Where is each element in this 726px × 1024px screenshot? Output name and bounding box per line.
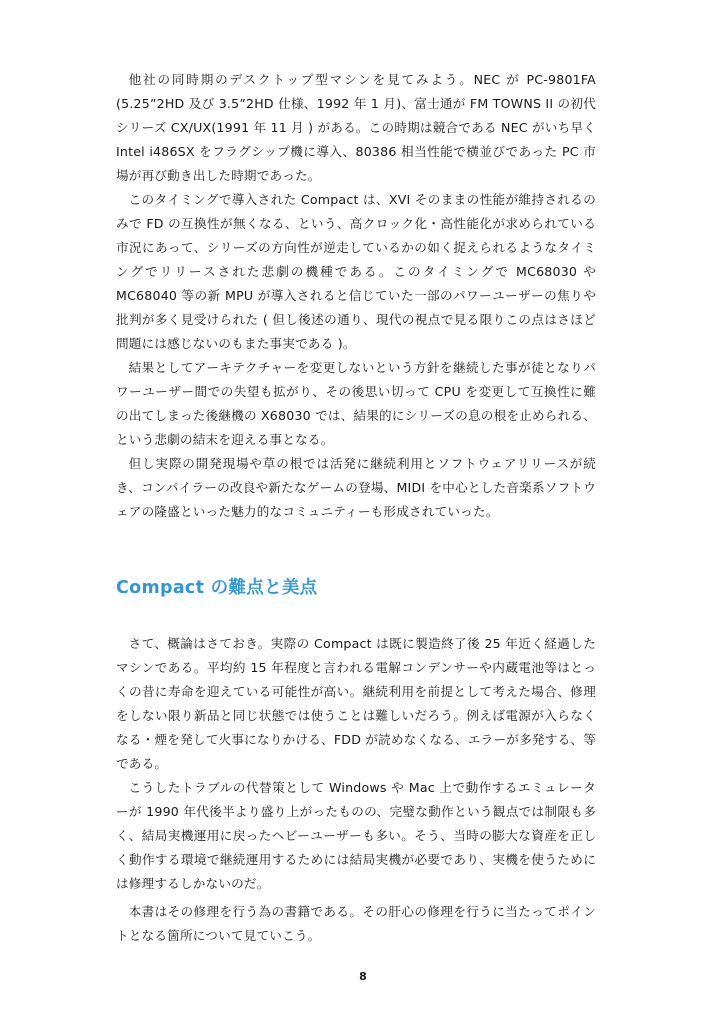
closing-paragraph: 本書はその修理を行う為の書籍である。その肝心の修理を行うに当たってポイントとなる箇所について見ていこう。 — [116, 904, 596, 943]
intro-paragraph-2: このタイミングで導入された Compact は、XVI そのままの性能が維持されるのみで FD の互換性が無くなる、という、高クロック化・高性能化が求められている市況にあって、シリーズの方向性が逆走しているかの如く捉えられるようなタイミングでリリースされた悲劇の機種である。このタイミングで MC68030 や MC68040 等の新 MPU が導入されると信じていた一部のパワーユーザーの焦りや批判が多く見受けられた ( 但し後述の通り、現代の視点で見る限りこの点はさほど問題には感じないのもまた事実である )。 — [116, 192, 596, 351]
body-paragraph-2: こうしたトラブルの代替策として Windows や Mac 上で動作するエミュレーターが 1990 年代後半より盛り上がったものの、完璧な動作という観点では制限も多く、結局実機運用に戻ったヘビーユーザーも多い。そう、当時の膨大な資産を正しく動作する環境で継続運用するためには結局実機が必要であり、実機を使うためには修理するしかないのだ。 — [116, 780, 596, 891]
closing-section — [116, 900, 596, 948]
intro-paragraph-4: 但し実際の開発現場や草の根では活発に継続利用とソフトウェアリリースが続き、コンパイラーの改良や新たなゲームの登場、MIDI を中心とした音楽系ソフトウェアの隆盛といった魅力的なコミュニティーも形成されていった。 — [116, 456, 596, 519]
intro-section — [116, 68, 596, 524]
section-body — [116, 632, 596, 896]
intro-paragraph-1: 他社の同時期のデスクトップ型マシンを見てみよう。NEC が PC-9801FA (5.25”2HD 及び 3.5”2HD 仕様、1992 年 1 月)、富士通が FM TOWNS II の初代シリーズ CX/UX(1991 年 11 月 ) がある。この時期は競合である NEC がいち早く Intel i486SX をフラグシップ機に導入、80386 相当性能で横並びであった PC 市場が再び動き出した時期であった。 — [116, 72, 596, 183]
page-number: 8 — [359, 970, 367, 983]
section-heading: Compact の難点と美点 — [116, 578, 318, 598]
body-paragraph-1: さて、概論はさておき。実際の Compact は既に製造終了後 25 年近く経過したマシンである。平均約 15 年程度と言われる電解コンデンサーや内蔵電池等はとっくの昔に寿命を迎えている可能性が高い。継続利用を前提として考えた場合、修理をしない限り新品と同じ状態では使うことは難しいだろう。例えば電源が入らなくなる・煙を発して火事になりかける、FDD が読めなくなる、エラーが多発する、等である。 — [116, 636, 596, 771]
intro-paragraph-3: 結果としてアーキテクチャーを変更しないという方針を継続した事が徒となりパワーユーザー間での失望も拡がり、その後思い切って CPU を変更して互換性に難の出てしまった後継機の X68030 では、結果的にシリーズの息の根を止められる、という悲劇の結末を迎える事となる。 — [116, 360, 596, 447]
